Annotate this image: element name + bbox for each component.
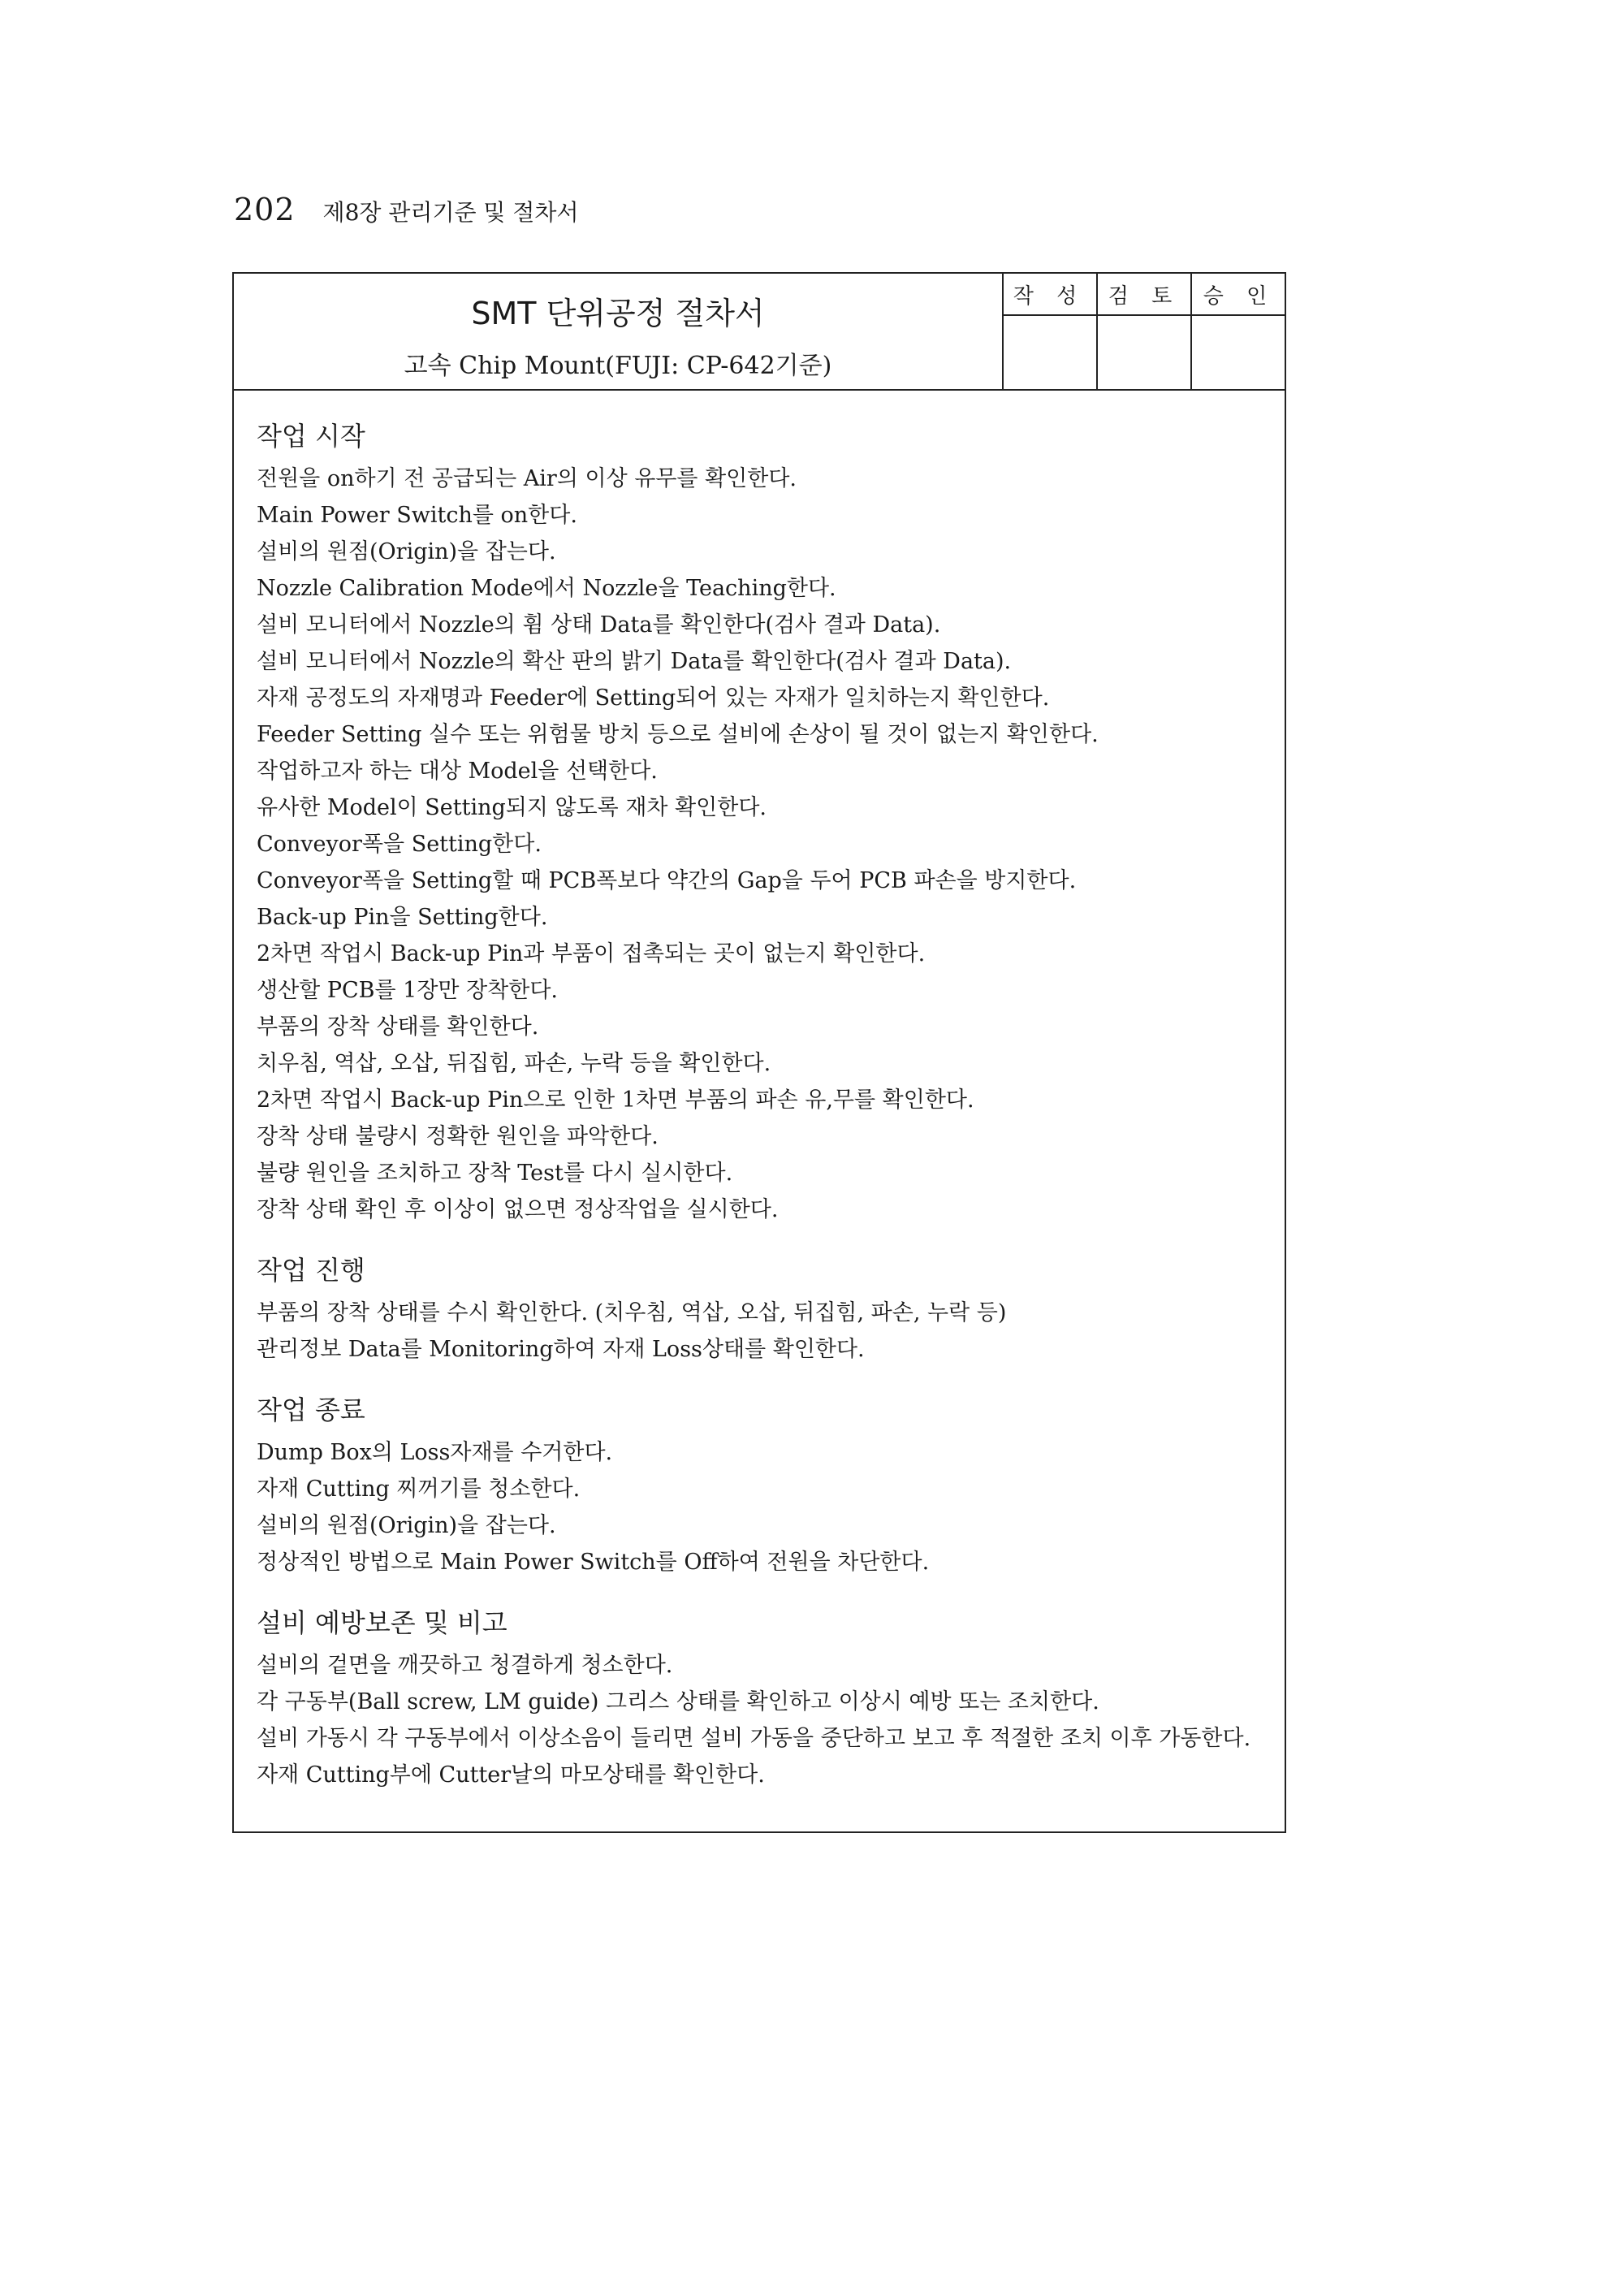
procedure-line: 자재 공정도의 자재명과 Feeder에 Setting되어 있는 자재가 일치하는지 확인한다. — [257, 685, 1050, 711]
procedure-line: 작업하고자 하는 대상 Model을 선택한다. — [257, 759, 658, 784]
document-subtitle: 고속 Chip Mount(FUJI: CP-642기준) — [404, 352, 832, 380]
approval-signature-approver — [1192, 316, 1286, 391]
procedure-line: 생산할 PCB를 1장만 장착한다. — [257, 978, 558, 1003]
document-title: SMT 단위공정 절차서 — [471, 296, 765, 331]
procedure-line: 관리정보 Data를 Monitoring하여 자재 Loss상태를 확인한다. — [257, 1337, 865, 1362]
section-heading-end: 작업 종료 — [257, 1394, 365, 1425]
procedure-line: 2차면 작업시 Back-up Pin으로 인한 1차면 부품의 파손 유,무를 확인한다. — [257, 1087, 974, 1113]
procedure-content — [257, 417, 1272, 1793]
procedure-line: 설비의 원점(Origin)을 잡는다. — [257, 1513, 556, 1538]
procedure-line: 설비의 원점(Origin)을 잡는다. — [257, 539, 556, 564]
approval-header-approver: 승 인 — [1192, 274, 1286, 316]
procedure-line: Main Power Switch를 on한다. — [257, 503, 577, 528]
procedure-line: 치우침, 역삽, 오삽, 뒤집힘, 파손, 누락 등을 확인한다. — [257, 1051, 771, 1076]
procedure-line: 자재 Cutting부에 Cutter날의 마모상태를 확인한다. — [257, 1762, 765, 1788]
running-header — [234, 192, 579, 232]
procedure-line: 2차면 작업시 Back-up Pin과 부품이 접촉되는 곳이 없는지 확인한다. — [257, 941, 926, 966]
procedure-line: 설비의 겉면을 깨끗하고 청결하게 청소한다. — [257, 1653, 673, 1678]
procedure-line: 설비 모니터에서 Nozzle의 휨 상태 Data를 확인한다(검사 결과 Data). — [257, 612, 941, 638]
procedure-line: 불량 원인을 조치하고 장착 Test를 다시 실시한다. — [257, 1161, 733, 1186]
title-block — [234, 274, 1004, 391]
procedure-document — [232, 272, 1286, 1833]
procedure-line: Conveyor폭을 Setting할 때 PCB폭보다 약간의 Gap을 두어 PCB 파손을 방지한다. — [257, 868, 1077, 893]
procedure-line: 설비 모니터에서 Nozzle의 확산 판의 밝기 Data를 확인한다(검사 결과 Data). — [257, 649, 1012, 674]
procedure-line: Back-up Pin을 Setting한다. — [257, 905, 548, 930]
section-heading-maintenance: 설비 예방보존 및 비고 — [257, 1607, 508, 1638]
procedure-line: 유사한 Model이 Setting되지 않도록 재차 확인한다. — [257, 795, 767, 820]
procedure-line: Conveyor폭을 Setting한다. — [257, 832, 542, 857]
section-heading-start: 작업 시작 — [257, 421, 365, 452]
approval-header-author: 작 성 — [1002, 274, 1098, 316]
section-heading-progress: 작업 진행 — [257, 1255, 365, 1286]
procedure-line: 부품의 장착 상태를 수시 확인한다. (치우침, 역삽, 오삽, 뒤집힘, 파손, 누락 등) — [257, 1300, 1007, 1325]
page-number: 202 — [234, 192, 296, 227]
procedure-line: Nozzle Calibration Mode에서 Nozzle을 Teaching한다. — [257, 576, 836, 601]
procedure-line: 자재 Cutting 찌꺼기를 청소한다. — [257, 1477, 581, 1502]
procedure-line: 전원을 on하기 전 공급되는 Air의 이상 유무를 확인한다. — [257, 466, 797, 491]
approval-signature-reviewer — [1098, 316, 1192, 391]
procedure-line: 정상적인 방법으로 Main Power Switch를 Off하여 전원을 차단한다. — [257, 1550, 930, 1575]
approval-table — [1002, 274, 1286, 391]
approval-header-reviewer: 검 토 — [1098, 274, 1192, 316]
chapter-title: 제8장 관리기준 및 절차서 — [322, 199, 579, 226]
procedure-line: Feeder Setting 실수 또는 위험물 방치 등으로 설비에 손상이 될 것이 없는지 확인한다. — [257, 722, 1099, 747]
procedure-line: 각 구동부(Ball screw, LM guide) 그리스 상태를 확인하고 이상시 예방 또는 조치한다. — [257, 1689, 1099, 1714]
procedure-line: 장착 상태 불량시 정확한 원인을 파악한다. — [257, 1124, 659, 1149]
approval-signature-author — [1002, 316, 1098, 391]
procedure-line: 장착 상태 확인 후 이상이 없으면 정상작업을 실시한다. — [257, 1197, 779, 1222]
procedure-line: 부품의 장착 상태를 확인한다. — [257, 1014, 539, 1040]
procedure-line: Dump Box의 Loss자재를 수거한다. — [257, 1440, 613, 1465]
procedure-line: 설비 가동시 각 구동부에서 이상소음이 들리면 설비 가동을 중단하고 보고 후 적절한 조치 이후 가동한다. — [257, 1726, 1251, 1751]
